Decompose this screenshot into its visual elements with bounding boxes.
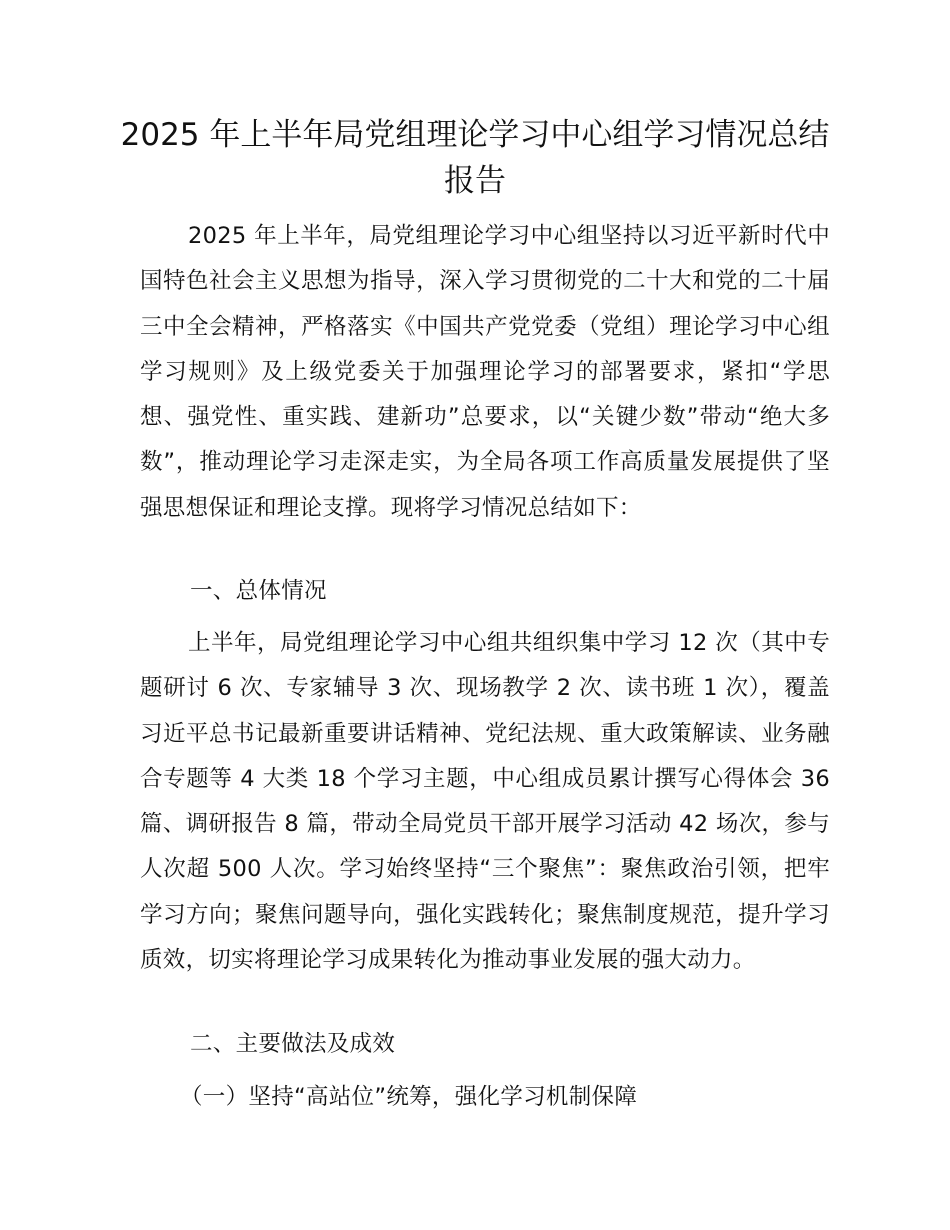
section-heading-practices: 二、主要做法及成效: [190, 1031, 396, 1057]
intro-paragraph: 2025 年上半年，局党组理论学习中心组坚持以习近平新时代中国特色社会主义思想为指导，深入学习贯彻党的二十大和党的二十届三中全会精神，严格落实《中国共产党党委（党组）理论学习中心组学习规则》及上级党委关于加强理论学习的部署要求，紧扣“学思想、强党性、重实践、建新功”总要求，以“关键少数”带动“绝大多数”，推动理论学习走深走实，为全局各项工作高质量发展提供了坚强思想保证和理论支撑。现将学习情况总结如下：: [140, 223, 830, 521]
overview-paragraph: 上半年，局党组理论学习中心组共组织集中学习 12 次（其中专题研讨 6 次、专家辅导 3 次、现场教学 2 次、读书班 1 次），覆盖习近平总书记最新重要讲话精神、党纪法规、重大政策解读、业务融合专题等 4 大类 18 个学习主题，中心组成员累计撰写心得体会 36 篇、调研报告 8 篇，带动全局党员干部开展学习活动 42 场次，参与人次超 500 人次。学习始终坚持“三个聚焦”：聚焦政治引领，把牢学习方向；聚焦问题导向，强化实践转化；聚焦制度规范，提升学习质效，切实将理论学习成果转化为推动事业发展的强大动力。: [140, 630, 830, 974]
document-title: 2025 年上半年局党组理论学习中心组学习情况总结报告: [120, 117, 830, 199]
section-heading-overview: 一、总体情况: [190, 578, 327, 604]
sub-heading-1: （一）坚持“高站位”统筹，强化学习机制保障: [180, 1084, 638, 1110]
